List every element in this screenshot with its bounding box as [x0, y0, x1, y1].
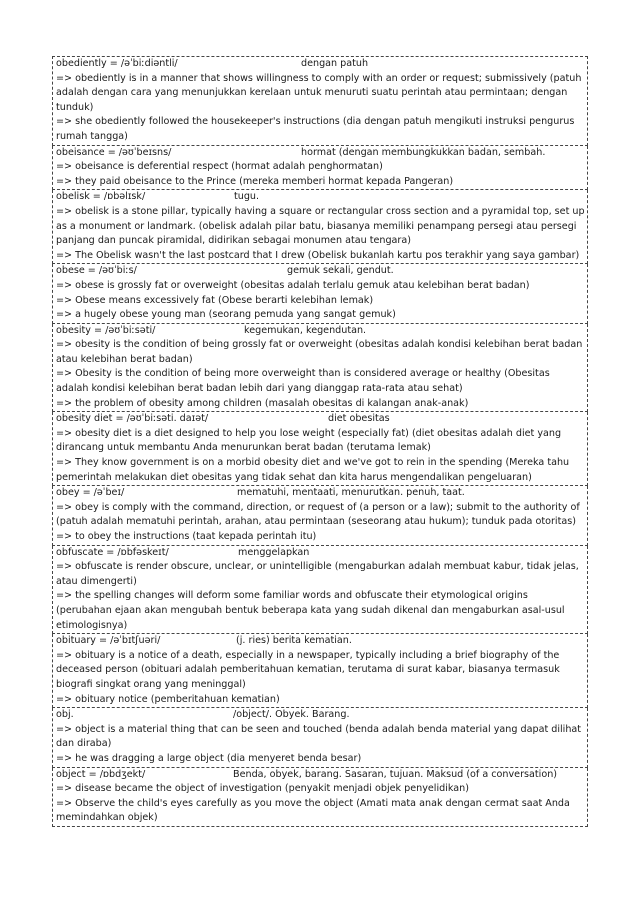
- entry-obeisance: [52, 146, 588, 191]
- dictionary-page: [52, 56, 588, 827]
- entry-definition: => obediently is in a manner that shows willingness to comply with an order or request; submissively (patuh adalah dengan cara yang menunjukkan kerelaan untuk menuruti suatu perintah atau permintaan; dengan tunduk): [56, 72, 582, 113]
- entry-obj: [52, 708, 588, 767]
- entry-term: obesity = /əʊˈbiːsəti/: [56, 324, 156, 336]
- entry-meaning: Benda, obyek, barang. Sasaran, tujuan. Maksud (of a conversation): [233, 768, 558, 780]
- entry-head: [56, 412, 585, 427]
- entry-obesity: [52, 324, 588, 413]
- entry-definition-alt: => Obese means excessively fat (Obese berarti kelebihan lemak): [56, 294, 374, 306]
- entry-example: => a hugely obese young man (seorang pemuda yang sangat gemuk): [56, 309, 396, 321]
- entry-example: => The Obelisk wasn't the last postcard that I drew (Obelisk bukanlah kartu pos terakhir yang saya gambar): [56, 249, 580, 261]
- entry-example: => They know government is on a morbid obesity diet and we've got to rein in the spending (Mereka tahu pemerintah melakukan diet obesitas yang tidak sehat dan kita harus mengendalikan pengeluaran): [56, 457, 570, 483]
- entry-obesity-diet: [52, 412, 588, 486]
- entry-obey: [52, 486, 588, 545]
- entry-term: obesity diet = /əʊˈbiːsəti. daɪət/: [56, 413, 209, 425]
- entry-term: obediently = /əˈbiːdiəntli/: [56, 58, 178, 69]
- entry-obediently: [52, 56, 588, 146]
- entry-definition: => obituary is a notice of a death, especially in a newspaper, typically including a brief biography of the deceased person (obituari adalah pemberitahuan kematian, terutama di surat kabar, biasanya termasuk biografi singkat orang yang meninggal): [56, 649, 560, 690]
- entry-term: obey = /əˈbeɪ/: [56, 487, 125, 499]
- entry-definition: => obese is grossly fat or overweight (obesitas adalah terlalu gemuk atau kelebihan berat badan): [56, 279, 530, 291]
- entry-term: obj.: [56, 709, 74, 721]
- entry-example: => to obey the instructions (taat kepada perintah itu): [56, 531, 317, 542]
- entry-term: obelisk = /ɒbəlɪsk/: [56, 191, 146, 203]
- entry-term: object = /ɒbdʒekt/: [56, 768, 146, 780]
- entry-term: obese = /əʊˈbiːs/: [56, 265, 137, 277]
- entry-example: => she obediently followed the housekeeper's instructions (dia dengan patuh mengikuti instruksi pengurus rumah tangga): [56, 116, 575, 142]
- entry-example: => Observe the child's eyes carefully as you move the object (Amati mata anak dengan cermat saat Anda memindahkan objek): [56, 797, 570, 824]
- entry-obituary: [52, 634, 588, 708]
- entry-head: [56, 486, 585, 501]
- entry-obese: [52, 264, 588, 323]
- entry-meaning: dengan patuh: [301, 58, 369, 69]
- entry-meaning: kegemukan, kegendutan.: [244, 324, 367, 336]
- entry-example: => the problem of obesity among children (masalah obesitas di kalangan anak-anak): [56, 397, 469, 409]
- entry-head: [56, 264, 585, 279]
- entry-definition: => obesity diet is a diet designed to help you lose weight (especially fat) (diet obesitas adalah diet yang dirancang untuk membantu Anda menurunkan berat badan (terutama lemak): [56, 427, 562, 454]
- entry-head: [56, 546, 585, 561]
- entry-head: [56, 57, 585, 72]
- entry-example: => obituary notice (pemberitahuan kematian): [56, 693, 280, 705]
- entry-head: [56, 768, 585, 783]
- entry-definition: => obesity is the condition of being grossly fat or overweight (obesitas adalah kondisi kelebihan berat badan atau kelebihan berat badan): [56, 339, 583, 365]
- entry-definition: => object is a material thing that can be seen and touched (benda adalah benda material yang dapat dilihat dan diraba): [56, 723, 582, 750]
- entry-meaning: mematuhi, mentaati, menurutkan. penuh, taat.: [237, 487, 465, 499]
- entry-head: [56, 190, 585, 205]
- entry-meaning: tugu.: [234, 191, 260, 203]
- entry-definition: => obey is comply with the command, direction, or request of (a person or a law); submit to the authority of (patuh adalah mematuhi perintah, arahan, atau permintaan (seseorang atau hukum); tunduk pada otoritas): [56, 501, 580, 528]
- entry-term: obituary = /əˈbɪtʃuəri/: [56, 635, 161, 647]
- entry-head: [56, 146, 585, 161]
- entry-meaning: hormat (dengan membungkukkan badan, sembah.: [301, 146, 546, 158]
- entry-head: [56, 324, 585, 339]
- entry-example: => he was dragging a large object (dia menyeret benda besar): [56, 752, 362, 764]
- entry-obelisk: [52, 190, 588, 264]
- entry-term: obeisance = /əʊˈbeɪsns/: [56, 146, 172, 158]
- entry-meaning: (j. ries) berita kematian.: [236, 635, 352, 647]
- entry-object: [52, 768, 588, 827]
- entry-obfuscate: [52, 546, 588, 635]
- entry-meaning: diet obesitas: [328, 413, 390, 425]
- entry-head: [56, 634, 585, 649]
- entry-definition: => disease became the object of investigation (penyakit menjadi objek penyelidikan): [56, 783, 469, 795]
- entry-definition: => obeisance is deferential respect (hormat adalah penghormatan): [56, 161, 383, 173]
- entry-definition-alt: => Obesity is the condition of being more overweight than is considered average or healthy (Obesitas adalah kondisi kelebihan berat badan lebih dari yang dianggap rata-rata atau sehat): [56, 368, 550, 395]
- entry-example: => they paid obeisance to the Prince (mereka memberi hormat kepada Pangeran): [56, 175, 454, 187]
- entry-meaning: gemuk sekali, gendut.: [287, 265, 394, 277]
- entry-definition: => obfuscate is render obscure, unclear, or unintelligible (mengaburkan adalah membuat kabur, tidak jelas, atau dimengerti): [56, 561, 579, 587]
- entry-meaning: menggelapkan: [238, 546, 310, 558]
- entry-definition: => obelisk is a stone pillar, typically having a square or rectangular cross section and a pyramidal top, set up as a monument or landmark. (obelisk adalah pilar batu, biasanya memiliki penampang persegi atau persegi panjang dan puncak piramidal, didirikan sebagai monumen atau tengara): [56, 205, 585, 247]
- entry-head: [56, 708, 585, 723]
- entry-term: obfuscate = /ɒbfəskeɪt/: [56, 546, 169, 558]
- entry-example: => the spelling changes will deform some familiar words and obfuscate their etymological origins (perubahan ejaan akan mengubah bentuk beberapa kata yang sudah dikenal dan mengaburkan asal-usul etimologisnya): [56, 590, 565, 631]
- entry-meaning: /object/. Obyek. Barang.: [233, 709, 350, 721]
